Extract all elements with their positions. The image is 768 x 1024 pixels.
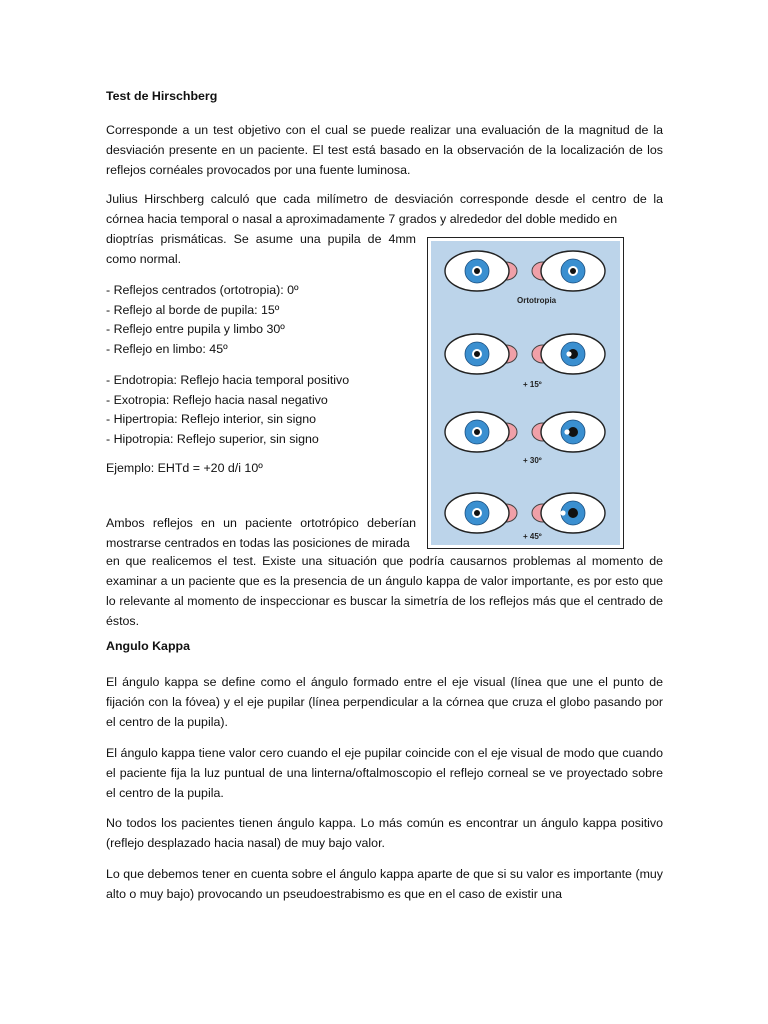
label-30: + 30º [523, 456, 542, 465]
list-item: - Endotropia: Reflejo hacia temporal positivo [106, 373, 350, 387]
corneal-reflex-right [560, 510, 565, 515]
label-ortotropia: Ortotropia [517, 296, 557, 305]
list-item: - Reflejo al borde de pupila: 15º [106, 302, 280, 317]
pupil-right [570, 268, 576, 274]
list-item: - Reflejos centrados (ortotropia): 0º [106, 283, 299, 297]
pupil-left [474, 268, 480, 274]
paragraph-reflexes: Ambos reflejos en un paciente ortotrópico deberían mostrarse centrados en todas las posiciones de mirada [106, 516, 416, 550]
list-item: - Reflejo en limbo: 45º [106, 341, 228, 356]
corneal-reflex-right [566, 351, 571, 356]
paragraph-kappa-common: No todos los pacientes tienen ángulo kappa. Lo más común es encontrar un ángulo kappa positivo (reflejo desplazado hacia nasal) de muy bajo valor. [106, 816, 663, 850]
page-title: Test de Hirschberg [106, 89, 218, 103]
tropia-list [106, 371, 416, 449]
figure-background [431, 241, 620, 545]
paragraph-pupil: dioptrías prismáticas. Se asume una pupila de 4mm como normal. [106, 232, 416, 266]
example-line: Ejemplo: EHTd = +20 d/i 10º [106, 461, 263, 475]
paragraph-intro: Corresponde a un test objetivo con el cual se puede realizar una evaluación de la magnitud de la desviación presente en un paciente. El test está basado en la observación de la localización de los reflejos cornéales provocados por una fuente luminosa. [106, 123, 663, 177]
pupil-left [474, 510, 480, 516]
paragraph-kappa-def: El ángulo kappa se define como el ángulo formado entre el eje visual (línea que une el punto de fijación con la fóvea) y el eje pupilar (línea perpendicular a la córnea que cruza el globo pasando por el centro de la pupila). [106, 675, 663, 729]
pupil-left [474, 351, 480, 357]
list-item: - Reflejo entre pupila y limbo 30º [106, 322, 285, 336]
paragraph-kappa-intro: en que realicemos el test. Existe una situación que podría causarnos problemas al momento de examinar a un paciente que es la presencia de un ángulo kappa de valor importante, es por esto que lo relevante al momento de inspeccionar es buscar la simetría de los reflejos más que el centrado de éstos. [106, 554, 663, 628]
pupil-left [474, 429, 480, 435]
hirschberg-figure [427, 237, 624, 549]
corneal-reflex-right [564, 429, 569, 434]
label-15: + 15º [523, 380, 542, 389]
section-heading: Angulo Kappa [106, 639, 190, 653]
list-item: - Hipertropia: Reflejo interior, sin signo [106, 412, 317, 426]
list-item: - Exotropia: Reflejo hacia nasal negativo [106, 392, 328, 407]
reflex-list [106, 281, 416, 359]
pupil-right [568, 508, 578, 518]
paragraph-kappa-zero: El ángulo kappa tiene valor cero cuando el eje pupilar coincide con el eje visual de modo que cuando el paciente fija la luz puntual de una linterna/oftalmoscopio el reflejo corneal se ve proyectado sobre el centro de la pupila. [106, 746, 663, 800]
label-45: + 45º [523, 532, 542, 541]
paragraph-kappa-note: Lo que debemos tener en cuenta sobre el ángulo kappa aparte de que si su valor es importante (muy alto o muy bajo) provocando un pseudoestrabismo es que en el caso de existir una [106, 867, 663, 901]
eye-diagrams [431, 241, 620, 545]
list-item: - Hipotropia: Reflejo superior, sin signo [106, 431, 319, 446]
paragraph-hirschberg: Julius Hirschberg calculó que cada milímetro de desviación corresponde desde el centro de la córnea hacia temporal o nasal a aproximadamente 7 grados y alrededor del doble medido en [106, 192, 663, 226]
